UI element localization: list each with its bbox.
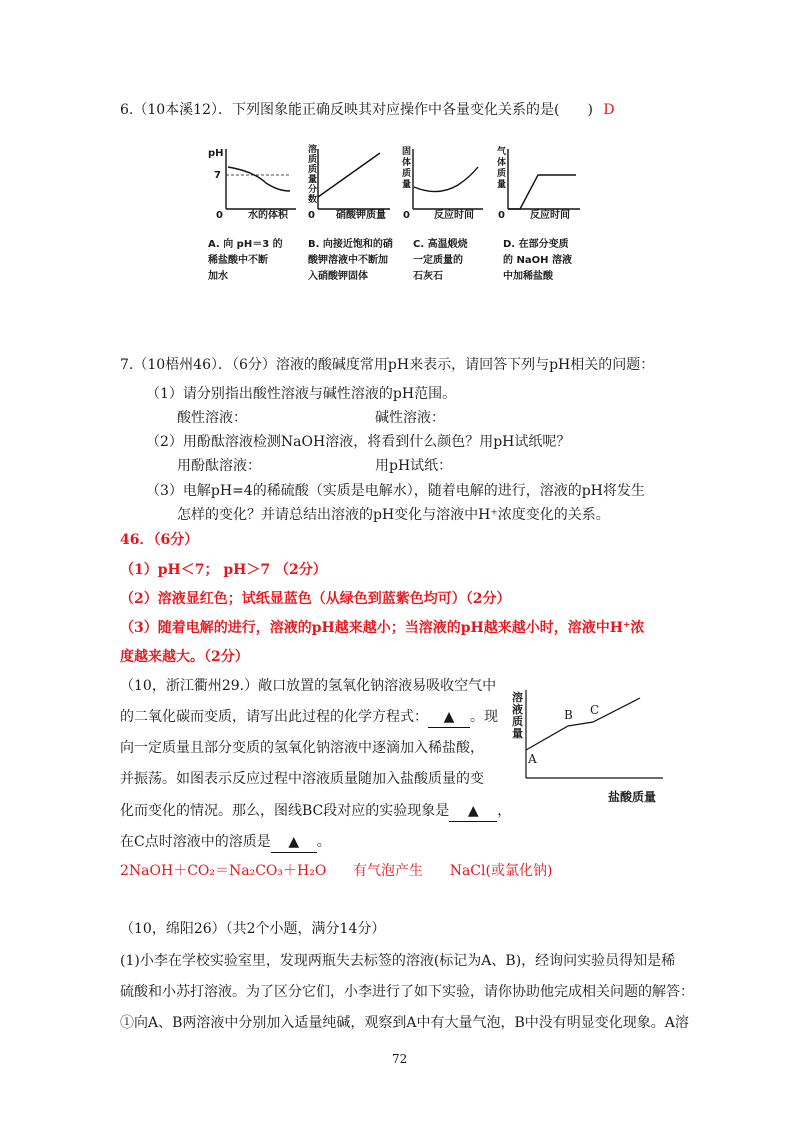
graph-b-caption: B. 向接近饱和的硝 酸钾溶液中不断加 入硝酸钾固体 [308,239,393,282]
q8-graph-svg [508,686,668,786]
q7-phpaper-label: 用pH试纸： [375,458,453,474]
q8-line3: 向一定质量且部分变质的氢氧化钠溶液中逐滴加入稀盐酸， [120,740,484,756]
graph-a [226,149,296,209]
q9-line1: (1)小李在学校实验室里，发现两瓶失去标签的溶液(标记为A、B)，经询问实验员得知是稀 [120,953,676,969]
graph-c-xlabel: 反应时间 [434,210,474,221]
graph-c-ylabel: 固体质量 [402,147,412,190]
graph-d [508,149,580,209]
graph-d-origin: 0 [498,210,505,221]
graph-a-xlabel: 水的体积 [248,210,288,221]
q7-answer-3a: （3）随着电解的进行，溶液的pH越来越小；当溶液的pH越来越小时，溶液中H⁺浓 [120,620,645,636]
graph-d-caption: D. 在部分变质 的 NaOH 溶液 中加稀盐酸 [503,239,572,282]
page-number: 72 [392,1052,408,1066]
q9-line2: 硫酸和小苏打溶液。为了区分它们，小李进行了如下实验，请你协助他完成相关问题的解答： [120,984,694,1000]
graph-d-ylabel: 气体质量 [497,147,507,190]
graph-a-caption: A. 向 pH＝3 的 稀盐酸中不断 加水 [208,239,283,282]
q7-part1: （1）请分别指出酸性溶液与碱性溶液的pH范围。 [146,386,457,402]
q8-point-c: C [590,703,600,717]
q7-answer-3b: 度越来越大。（2分） [120,649,249,665]
q7-basic-label: 碱性溶液： [375,410,445,426]
q8-blank-2[interactable]: ▲ [449,801,497,822]
q7-part3-line1: （3）电解pH=4的稀硫酸（实质是电解水），随着电解的进行，溶液的pH将发生 [146,483,645,499]
graph-a-y7: 7 [214,170,221,181]
q8-graph-xlabel: 盐酸质量 [608,790,657,804]
q7-text: 7.（10梧州46）．（6分）溶液的酸碱度常用pH来表示，请回答下列与pH相关的问题： [120,357,655,373]
q6-graphs [208,145,588,290]
q7-answer-2: （2）溶液显红色；试纸显蓝色（从绿色到蓝紫色均可）（2分） [120,591,511,607]
q7-answer-head: 46．（6分） [120,532,199,548]
graph-c-caption: C. 高温煅烧 一定质量的 石灰石 [413,239,468,282]
q7-part2: （2）用酚酞溶液检测NaOH溶液，将看到什么颜色？用pH试纸呢？ [146,434,571,450]
graph-b-origin: 0 [308,210,315,221]
q8-graph-ylabel: 溶液质量 [512,691,523,740]
q7-answer-1: （1）pH＜7； pH＞7 （2分） [120,562,327,578]
q8-answer: 2NaOH＋CO₂＝Na₂CO₃＋H₂O 有气泡产生 NaCl(或氯化钠) [120,863,553,879]
graph-a-origin: 0 [216,210,223,221]
q8-blank-1[interactable]: ▲ [428,707,470,728]
q8-point-b: B [564,708,573,722]
q8-line6: 在C点时溶液中的溶质是 ▲ 。 [120,832,331,853]
q7-phenol-label: 用酚酞溶液： [177,458,261,474]
q8-line1: （10，浙江衢州29.）敞口放置的氢氧化钠溶液易吸收空气中 [120,678,497,694]
q6-answer: D [603,102,615,118]
q7-acidic-label: 酸性溶液： [177,410,247,426]
graph-a-ylabel: pH [208,148,224,159]
graph-d-xlabel: 反应时间 [530,210,570,221]
q8-line2: 的二氧化碳而变质，请写出此过程的化学方程式： ▲ 。现 [120,707,498,728]
graph-c-origin: 0 [403,210,410,221]
q6-text: 6.（10本溪12）．下列图象能正确反映其对应操作中各量变化关系的是( ) D [120,102,615,118]
graph-b-ylabel: 溶质质量分数 [308,145,318,205]
q7-part3-line2: 怎样的变化？并请总结出溶液的pH变化与溶液中H⁺浓度变化的关系。 [177,507,610,523]
q8-graph [508,686,668,811]
graph-b [318,149,390,209]
q8-line5: 化而变化的情况。那么，图线BC段对应的实验现象是 ▲ ， [120,801,511,822]
q9-line3: ①向A、B两溶液中分别加入适量纯碱，观察到A中有大量气泡，B中没有明显变化现象。A溶 [120,1015,689,1031]
q8-blank-3[interactable]: ▲ [271,832,317,853]
q8-line4: 并振荡。如图表示反应过程中溶液质量随加入盐酸质量的变 [120,771,484,787]
q9-head: （10，绵阳26）（共2个小题，满分14分） [120,921,386,937]
graph-c [413,149,483,209]
graph-b-xlabel: 硝酸钾质量 [336,210,386,221]
q8-point-a: A [528,752,537,766]
